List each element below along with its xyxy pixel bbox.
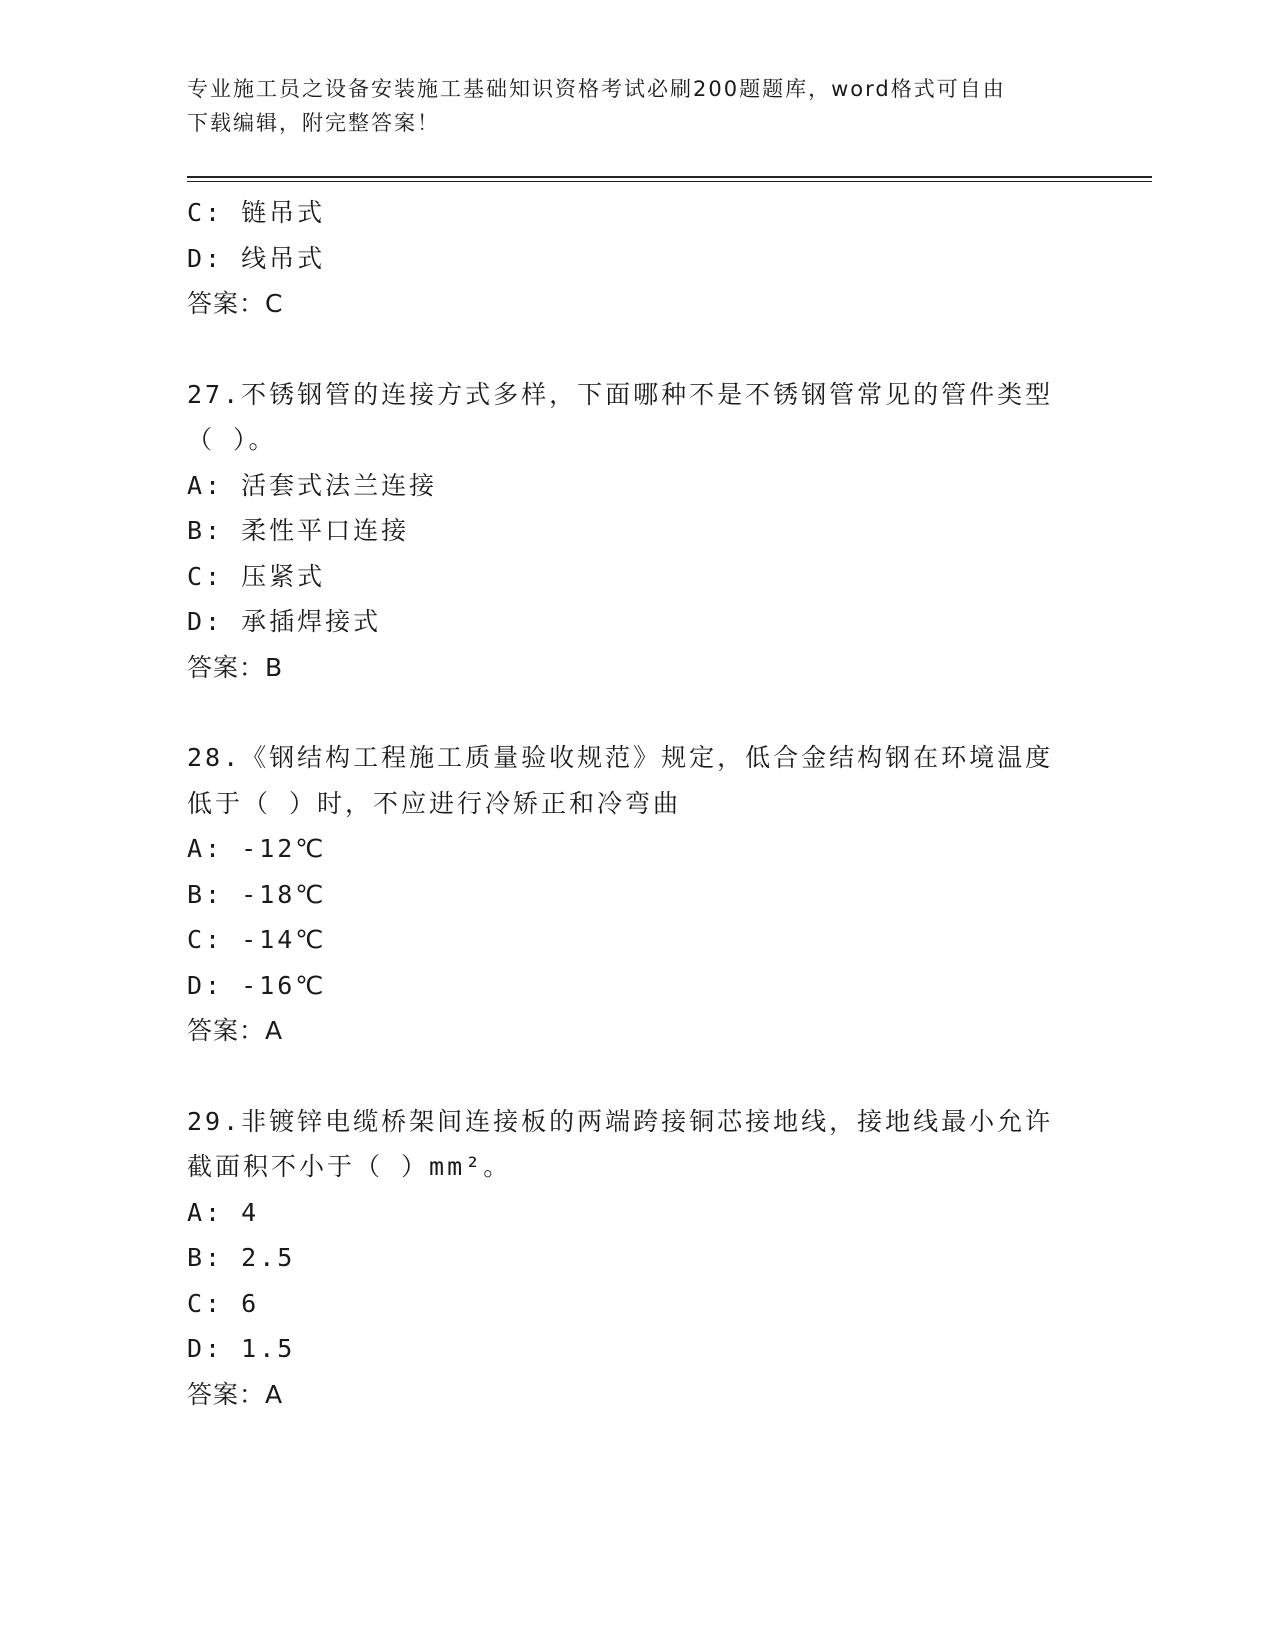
previous-question-tail (187, 190, 1087, 327)
option-b: B: 柔性平口连接 (187, 516, 410, 545)
question-27 (187, 372, 1087, 691)
header-line-1: 专业施工员之设备安装施工基础知识资格考试必刷200题题库，word格式可自由 (187, 77, 1006, 101)
header-divider-thin (187, 181, 1152, 182)
answer-line: 答案：B (187, 652, 284, 682)
answer-line: 答案：A (187, 1379, 284, 1409)
spacer (187, 690, 1087, 735)
option-a: A: -12℃ (187, 834, 327, 863)
option-c: C: 6 (187, 1288, 260, 1318)
question-text-line-2: 低于（ ）时，不应进行冷矫正和冷弯曲 (187, 788, 682, 818)
question-text-line-1: 27.不锈钢管的连接方式多样，下面哪种不是不锈钢管常见的管件类型 (187, 379, 1054, 409)
question-text-line-2: 截面积不小于（ ）mm²。 (187, 1152, 512, 1181)
question-28 (187, 735, 1087, 1054)
option-c: C: 压紧式 (187, 561, 326, 591)
answer-line: 答案：A (187, 1016, 284, 1045)
answer-line: 答案：C (187, 289, 284, 318)
spacer (187, 1054, 1087, 1099)
option-d: D: 线吊式 (187, 243, 326, 273)
option-c: C: 链吊式 (187, 198, 326, 227)
question-29 (187, 1099, 1087, 1418)
spacer (187, 327, 1087, 372)
option-b: B: -18℃ (187, 879, 327, 909)
option-a: A: 活套式法兰连接 (187, 470, 438, 500)
question-text-line-1: 29.非镀锌电缆桥架间连接板的两端跨接铜芯接地线，接地线最小允许 (187, 1106, 1054, 1136)
option-d: D: 1.5 (187, 1334, 296, 1363)
question-text-line-2: （ ）。 (187, 425, 277, 454)
option-d: D: 承插焊接式 (187, 607, 382, 636)
document-header (187, 72, 1067, 140)
header-divider-thick (187, 176, 1152, 178)
question-content (187, 190, 1087, 1417)
option-b: B: 2.5 (187, 1243, 296, 1272)
option-c: C: -14℃ (187, 925, 327, 954)
header-line-2: 下载编辑，附完整答案！ (187, 111, 440, 135)
question-text-line-1: 28.《钢结构工程施工质量验收规范》规定，低合金结构钢在环境温度 (187, 743, 1054, 772)
option-d: D: -16℃ (187, 970, 327, 1000)
option-a: A: 4 (187, 1197, 260, 1227)
